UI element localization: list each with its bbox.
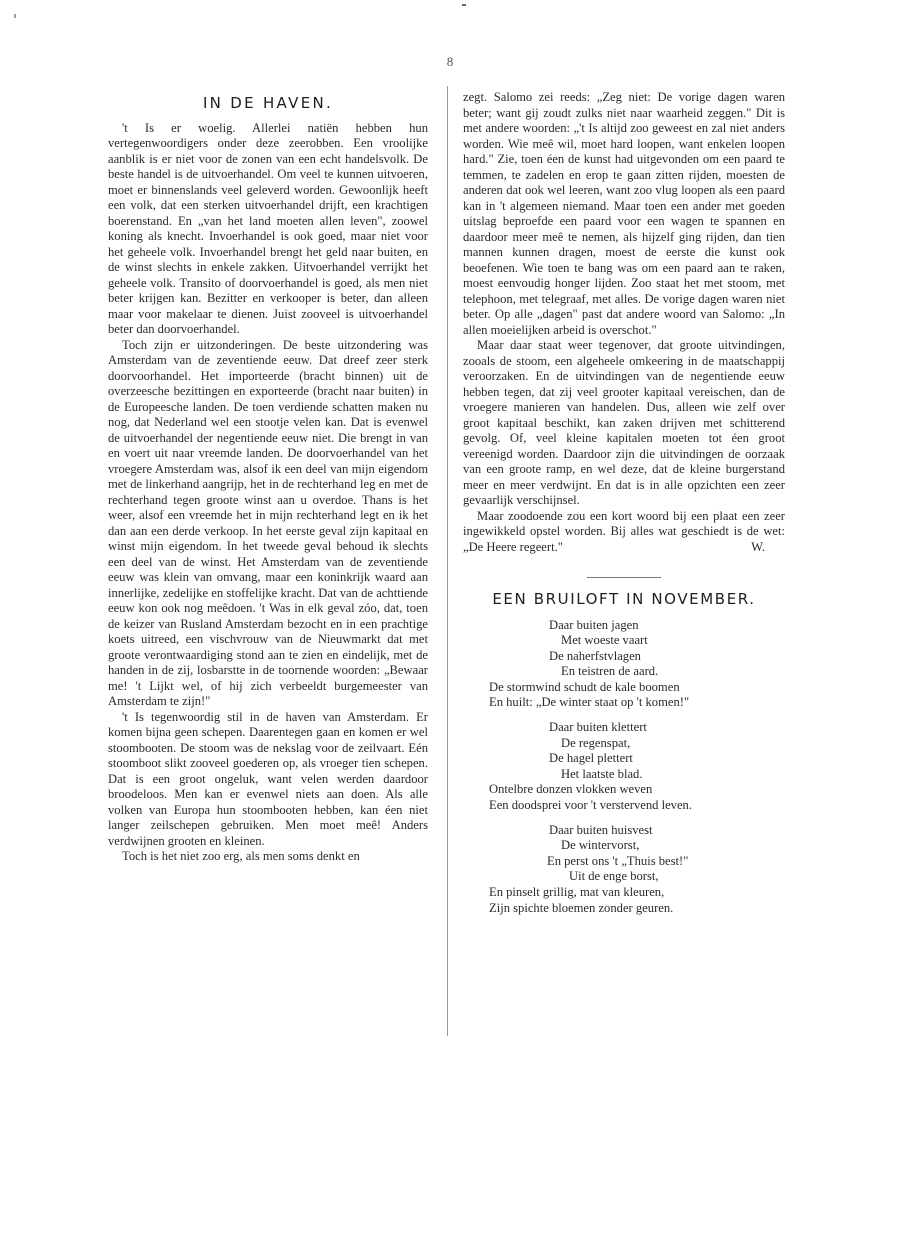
poem-line: Zijn spichte bloemen zonder geuren. xyxy=(489,900,674,915)
article-paragraph: Toch is het niet zoo erg, als men soms denkt en xyxy=(122,849,360,863)
poem-line: Ontelbre donzen vlokken weven xyxy=(489,782,653,797)
article-paragraph: Toch zijn er uitzonderingen. De beste uitzondering was Amsterdam van de zeventiende eeuw. Dat dreef zeer sterk doorvoorhandel. Het importeerde (bracht binnen) uit de overzeesche bezittingen en exporteerde (bracht naar buiten) in de Europeesche landen. De toen verdiende schatten maken nu nog, dat Nederland wel een stootje velen kan. Dat is evenwel de uitvoerhandel der negentiende eeuw niet. Die brengt in van en voert uit naar vreemde landen. De doorvoerhandel van het vroegere Amsterdam was, alsof ik een deel van mijn eigendom met de linkerhand aangrijp, het in de rechterhand leg en met de rechterhand tegen groote winst aan u overdoe. Thans is het weer, alsof een vreemde het in mijn rechterhand legt en ik het dan aan een derde verkoop. In het eerste geval zijn kapitaal en winst mijn eigendom. In het tweede geval behoud ik slechts een deel van de winst. Het Amsterdam van de zeventiende eeuw was klein van omvang, maar een koninkrijk waard aan innerlijke, zedelijke en stoffelijke kracht. Dat van de achttiende eeuw kon ook nog meêdoen. 't Was in elk geval zóo, dat, toen de keizer van Rusland Amsterdam bezocht en in een prachtige koets uitreed, een vischvrouw van de Nieuwmarkt dat met groote verontwaardiging stond aan te zien en eindelijk, met de handen in de zij, losbarstte in de toornende woorden: „Bewaar me! 't Lijkt wel, of hij zich verbeeldt burgemeester van Amsterdam te zijn!" xyxy=(108,337,428,708)
article-heading: IN DE HAVEN. xyxy=(202,94,334,112)
poem-line: Daar buiten klettert xyxy=(549,720,647,735)
poem-heading: EEN BRUILOFT IN NOVEMBER. xyxy=(492,590,756,608)
section-separator xyxy=(587,577,661,578)
poem-line: En huilt: „De winter staat op 't komen!" xyxy=(489,695,690,710)
article-paragraph: zegt. Salomo zei reeds: „Zeg niet: De vorige dagen waren beter; want gij zoudt zulks niet naar waarheid zeggen." Dit is met andere woorden: „'t Is altijd zoo geweest en zal niet anders worden. Wie meê wil, moet hard loopen, want enkelen loopen hard." Zie, toen éen de kunst had uitgevonden om een paard te temmen, te zadelen en erop te gaan zitten rijden, moesten de anderen dat ook wel leeren, want zoo vlug loopen als een paard kan in 't algemeen niemand. Maar toen een ander met goeden uitslag beproefde een paard voor een wagen te spannen en daardoor meer meê te nemen, als hijzelf ging rijden, dan tien mannen kunnen dragen, moest de eerste die kunst ook beoefenen. Wie toen te bang was om een paard aan te raken, moest eenvoudig honger lijden. Zoo staat het met stoom, met telephoon, met telegraaf, met alles. De vorige dagen waren niet beter. Op alle „dagen" past dat andere woord van Salomo: „In allen moeielijken arbeid is overschot." xyxy=(463,90,785,337)
poem-line: De regenspat, xyxy=(561,735,631,750)
poem-line: Het laatste blad. xyxy=(561,766,643,781)
poem xyxy=(489,618,785,917)
page-number: 8 xyxy=(446,54,454,69)
left-column xyxy=(108,92,428,865)
poem-line: En perst ons 't „Thuis best!" xyxy=(547,853,689,868)
author-signature: W. xyxy=(751,539,765,554)
poem-line: De wintervorst, xyxy=(561,838,640,853)
poem-line: Uit de enge borst, xyxy=(569,869,659,884)
article-paragraph: 't Is tegenwoordig stil in de haven van Amsterdam. Er komen bijna geen schepen. Daarentegen gaan en komen er wel stoombooten. De stoom was de nekslag voor de zeilvaart. Eén stoomboot slikt zooveel goederen op, als vroeger tien schepen. Dat is een groot ongeluk, want velen werden daardoor broodeloos. Men kan er evenwel niets aan doen. Als alle volken van Europa hun stoombooten hebben, kan éen niet langer zeilschepen gebruiken. Men moet meê! Anders verdwijnen grooten en kleinen. xyxy=(108,709,428,848)
poem-line: Daar buiten jagen xyxy=(549,617,639,632)
poem-stanza xyxy=(489,618,785,712)
page-top-mark xyxy=(462,4,466,6)
right-column xyxy=(463,90,785,925)
poem-line: Een doodsprei voor 't verstervend leven. xyxy=(489,798,693,813)
poem-stanza xyxy=(489,823,785,917)
article-paragraph: 't Is er woelig. Allerlei natiën hebben hun vertegenwoordigers onder deze zeerobben. Een vroolijke aanblik is er niet voor de zonen van een echt handelsvolk. De beste handel is de uitvoerhandel. Om veel te kunnen uitvoeren, moet er binnenslands veel geleverd worden. Gewoonlijk heeft een volk, dat een sterken uitvoerhandel drijft, een krachtigen boerenstand. En „van het land moeten allen leven", zoowel koning als knecht. Invoerhandel is ook goed, maar niet voor het geheele volk. Invoerhandel brengt het geld naar buiten, en de winst slechts in enkele zakken. Uitvoerhandel verrijkt het geheele volk. Transito of doorvoerhandel is goed, als men niet beter krijgen kan. Bezitter en verkooper is beter, dan alleen maar voor makelaar te dienen. Juist zooveel is uitvoerhandel beter dan doorvoerhandel. xyxy=(108,120,428,336)
poem-stanza xyxy=(489,720,785,814)
poem-line: De naherfstvlagen xyxy=(549,648,641,663)
poem-line: En teistren de aard. xyxy=(561,664,659,679)
page-corner-mark xyxy=(14,14,16,18)
closing-paragraph-text: Maar zoodoende zou een kort woord bij een plaat een zeer ingewikkeld opstel worden. Bij alles wat geschiedt is de wet: „De Heere regeert." xyxy=(463,508,785,554)
poem-line: De hagel plettert xyxy=(549,751,633,766)
poem-line: Daar buiten huisvest xyxy=(549,822,653,837)
poem-line: De stormwind schudt de kale boomen xyxy=(489,679,680,694)
poem-line: Met woeste vaart xyxy=(561,633,648,648)
column-divider xyxy=(447,86,448,1036)
article-paragraph: Maar daar staat weer tegenover, dat groote uitvindingen, zooals de stoom, een algeheele omkeering in de maatschappij veroorzaken. En de uitvindingen van de negentiende eeuw hebben tegen, dat zij veel grooter kapitaal vereischen, dan de vroegere manieren van handelen. Dus, alleen wie zelf over groot kapitaal beschikt, kan zaken drijven met schitterend gevolg. Of, veel kleine kapitalen moeten tot éen groot vereenigd worden. Daardoor zijn die uitvindingen de oorzaak van een groote ramp, en wel deze, dat de kleine burgerstand meer en meer verdwijnt. En dat is in alle opzichten een zeer gevaarlijk verschijnsel. xyxy=(463,338,785,507)
article-paragraph xyxy=(463,509,785,556)
poem-line: En pinselt grillig, mat van kleuren, xyxy=(489,885,665,899)
